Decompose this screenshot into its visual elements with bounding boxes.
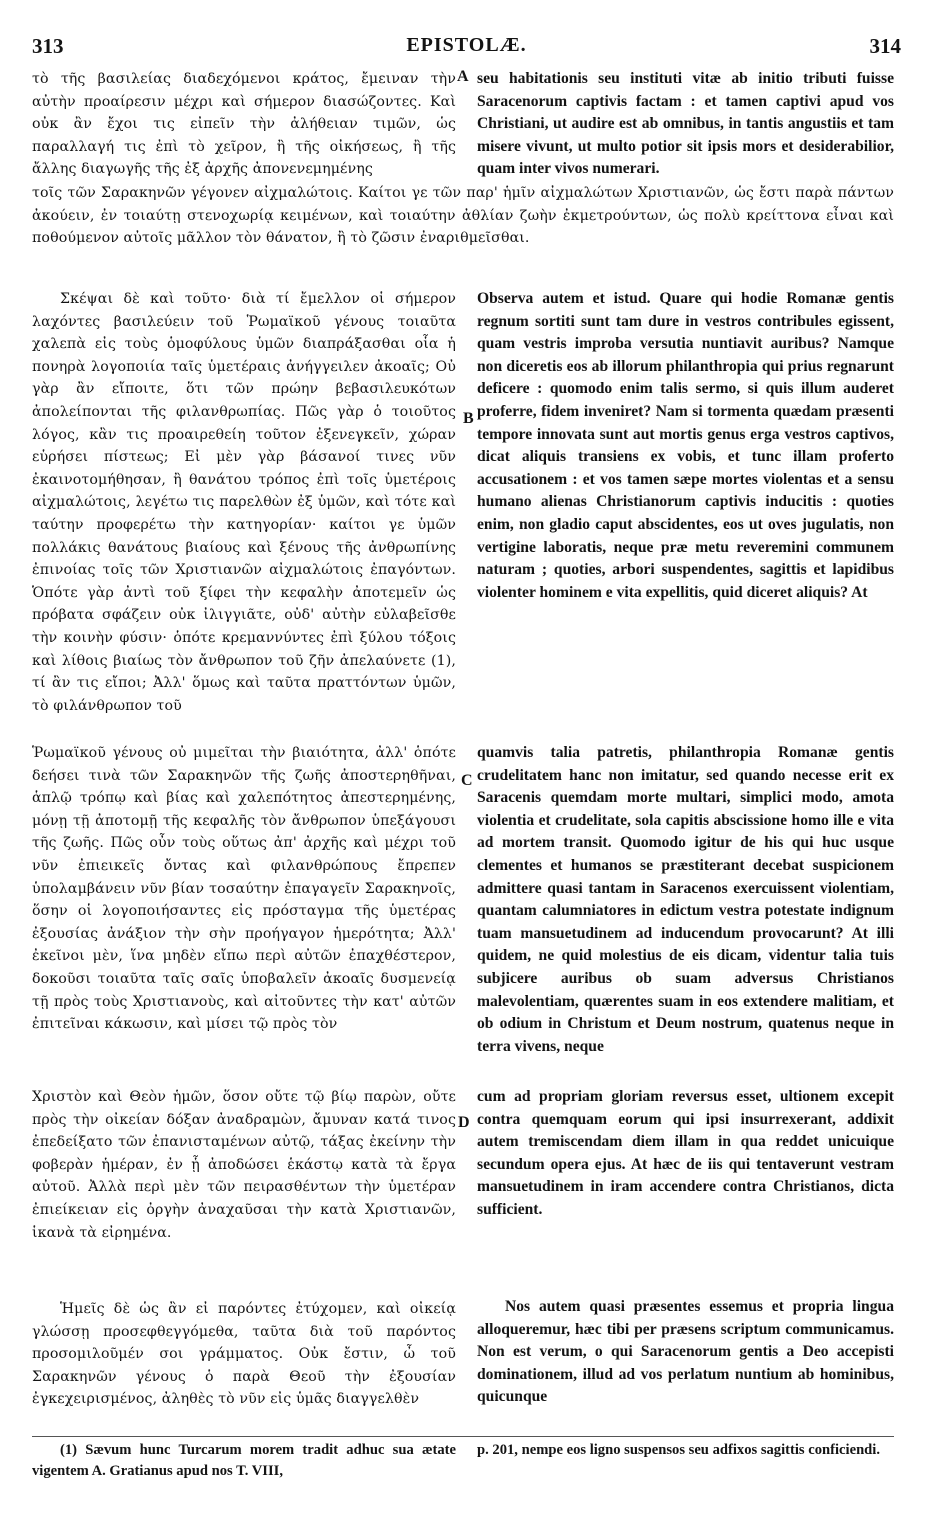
page-number-left: 313 [32,34,64,58]
margin-letter-a: A [457,68,469,85]
latin-text-b: Observa autem et istud. Quare qui hodie Romanæ gentis regnum sortiti sunt tam dure in vestros contribules egissent, quam vestris improba versutia nuntiavit auribus? Namque non diceretis eos ab illorum philanthropia qui prius regnarunt deficere : quomodo enim talis sermo, si quis illum auderet proferre, fidem inveniret? Nam si tormenta quædam præsenti tempore innovata sunt aut mortis genus erga vestros captivos, dicat aliquis transiens ex vobis, et tunc illam proferto accusationem : et vos tamen sæpe mortes violentas et a sensu humano alienas Christianorum captivis inducitis : quoties enim, non gladio caput abscidentes, eos ut oves jugulatis, non vertigine laboratis, neque præ metu reveremini communem naturam ; quoties, arbori suspendentes, sagittis et lapidibus violenter hominem e vita expellitis, quid diceret aliquis? At [477,290,894,601]
margin-letter-b: B [463,410,474,427]
latin-text-c: quamvis talia patretis, philanthropia Romanæ gentis crudelitatem hanc non imitatur, sed quando necesse erit ex Saracenis quemdam morte multari, simplici modo, amota violentia et crudelitate, sola capitis abscissione homo ille e vita ad mortem transit. Quomodo igitur de his qui huc usque clementes et humanos se præstiterant decebat suspicionem admittere quasi tantam in Saracenos exercuissent violentiam, quantam calumniatores in edictum vestra potestate indignum tuam mansuetudinem ad inducendum provocarunt? At illi quidem, ne quid molestius de eis dicam, videntur talia tuis subjicere auribus ob suam adversus Christianos malevolentiam, quærentes suam in eos extendere malitiam, et ob odium in Christum et Deum nostrum, quatenus neque in terra vivens, neque [477,744,894,1055]
page-header [32,34,901,64]
margin-letter-d: D [458,1114,470,1131]
margin-letter-c: C [461,772,473,789]
latin-text-d: cum ad propriam gloriam reversus esset, ultionem excepit contra quemquam eorum qui ipsi insurrexerant, addixit autem tremiscendam diem illam in qua reddet unicuique secundum opera ejus. At hæc de iis qui tentaverunt vestram mansuetudinem in iram accendere contra Christianos, dicta sufficient. [477,1088,894,1218]
latin-text-e: Nos autem quasi præsentes essemus et propria lingua alloqueremur, hæc tibi per præsens scriptum communicamus. Non est verum, o qui Saracenorum gentis a Deo accepisti dominationem, illud ad vos perlatum nuntium ab hominibus, quicunque [477,1298,894,1406]
latin-text-a: seu habitationis seu instituti vitæ ab initio tributi fuisse Saracenorum captivis factam : et tamen captivi apud vos Christiani, ut audire est ab omnibus, in tantis angustiis et tam misere vivunt, ut multo potior sit ipsis mors et desiderabilior, quam inter vivos numerari. [477,70,894,178]
footnote-right: p. 201, nempe eos ligno suspensos seu adfixos sagittis conficiendi. [477,1442,881,1458]
footnote-divider [32,1436,894,1437]
greek-text-a: τὸ τῆς βασιλείας διαδεχόμενοι κράτος, ἔμειναν τὴν αὐτὴν προαίρεσιν μέχρι καὶ σήμερον διασώζοντες. Καὶ οὐκ ἂν ἔχοι τις εἰπεῖν τὴν ἀλήθειαν τιμῶν, ὡς παραλλαγή τις ἐπὶ τὸ χεῖρον, ἢ τῆς οἰκήσεως, ἢ τῆς ἄλλης διαγωγῆς τῆς ἐξ ἀρχῆς ἀπονενεμημένης [32,71,456,178]
greek-text-e: Ἡμεῖς δὲ ὡς ἂν εἰ παρόντες ἐτύχομεν, καὶ οἰκείᾳ γλώσσῃ προσεφθεγγόμεθα, ταῦτα διὰ τοῦ παρόντος προσομιλοῦμέν σοι γράμματος. Οὐκ ἔστιν, ὦ τοῦ Σαρακηνῶν γένους ὁ παρὰ Θεοῦ τὴν ἐξουσίαν ἐγκεχειρισμένος, ἀληθὲς τὸ νῦν εἰς ὑμᾶς διαγγελθὲν [32,1301,456,1408]
page-number-right: 314 [869,34,901,58]
running-title: EPISTOLÆ. [406,34,527,56]
greek-text-d: Χριστὸν καὶ Θεὸν ἡμῶν, ὅσον οὔτε τῷ βίῳ παρὼν, οὔτε πρὸς τὴν οἰκείαν δόξαν ἀναδραμὼν, ἄμυναν κατά τινος ἐπεδείξατο τῶν ἐπανισταμένων αὐτῷ, τάξας ἐκείνην τὴν φοβερὰν ἡμέραν, ἐν ᾗ ἀποδώσει ἑκάστῳ κατὰ τὰ ἔργα αὐτοῦ. Ἀλλὰ περὶ μὲν τῶν πειρασθέντων τὴν ὑμετέραν ἐπιείκειαν εἰς ὀργὴν ἀναχαῦσαι τὴν κατὰ Χριστιανῶν, ἱκανὰ τὰ εἰρημένα. [32,1089,456,1241]
greek-text-b: Σκέψαι δὲ καὶ τοῦτο· διὰ τί ἔμελλον οἱ σήμερον λαχόντες βασιλεύειν τοῦ Ῥωμαϊκοῦ γένους τοιαῦτα χαλεπὰ εἰς τοὺς ὁμοφύλους ὑμῶν διαπράξασθαι οἷα ἡ πονηρὰ λογοποιία ταῖς ὑμετέραις ἀνήγγειλεν ἀκοαῖς; Οὐ γὰρ ἂν εἴποιτε, ὅτι τῶν πρώην βεβασιλευκότων ἀπολείπονται τῆς φιλανθρωπίας. Πῶς γὰρ ὁ τοιοῦτος λόγος, κἂν τις προαιρεθείη τοῦτον ἐξενεγκεῖν, χώραν εὑρήσει πίστεως; Εἰ μὲν γὰρ βάσανοί τινες νῦν ἐκαινοτομήθησαν, ἢ θανάτου τρόπος ἐπὶ τοῖς ὑμετέροις αἰχμαλώτοις, λεγέτω τις παρελθὼν ἐξ ὑμῶν, καὶ τότε καὶ ταύτην προφερέτω τὴν κατηγορίαν· καίτοι γε ὑμῶν πολλάκις θανάτους βιαίους καὶ ξένους τῆς ἀνθρωπίνης ἐπινοίας τοῖς τῶν Χριστιανῶν αἰχμαλώτοις ἐπαγόντων. Ὁπότε γὰρ ἀντὶ τοῦ ξίφει τὴν κεφαλὴν ἀποτεμεῖν ὡς πρόβατα σφάζειν οὐκ ἰλιγγιᾶτε, οὐδ' αὐτὴν εὐλαβεῖσθε τὴν κοινὴν φύσιν· ὁπότε κρεμαννύντες ἐπὶ ξύλου τόξοις καὶ λίθοις βιαίως τὸν ἄνθρωπον τοῦ ζῆν ἀπελαύνετε (1), τί ἂν τις εἴποι; Ἀλλ' ὅμως καὶ ταῦτα πραττόντων ὑμῶν, τὸ φιλάνθρωπον τοῦ [32,291,456,714]
greek-text-a-wide: τοῖς τῶν Σαρακηνῶν γέγονεν αἰχμαλώτοις. Καίτοι γε τῶν παρ' ἡμῖν αἰχμαλώτων Χριστιανῶν, ὡς ἔστι παρὰ πάντων ἀκούειν, ἐν τοιαύτῃ στενοχωρίᾳ κειμένων, καὶ τοιαύτην ἀθλίαν ζωὴν ἐκμετρούντων, ὡς πολὺ κρείττονα εἶναι καὶ ποθούμενον αὐτοῖς μᾶλλον τὸν θάνατον, ἢ τὸ ζῶσιν ἐναριθμεῖσθαι. [32,185,894,247]
footnote-left: (1) Sævum hunc Turcarum morem tradit adhuc sua ætate vigentem A. Gratianus apud nos T. VIII, [32,1442,456,1479]
greek-text-c: Ῥωμαϊκοῦ γένους οὐ μιμεῖται τὴν βιαιότητα, ἀλλ' ὁπότε δεήσει τινὰ τῶν Σαρακηνῶν τῆς ζωῆς ἀποστερηθῆναι, ἁπλῷ τρόπῳ καὶ βίας καὶ χαλεπότητος ἀπεστερημένης, μόνῃ τῇ ἀποτομῇ τῆς κεφαλῆς τὸν ἄνθρωπον ὑπεξάγουσι τῆς ζωῆς. Πῶς οὖν τοὺς οὕτως ἀπ' ἀρχῆς καὶ μέχρι τοῦ νῦν ἐπιεικεῖς ὄντας καὶ φιλανθρώπους ἔπρεπεν ὑπολαμβάνειν νῦν βίαν τοσαύτην ἐπαγαγεῖν Σαρακηνοῖς, ὅσην οἱ λογοποιήσαντες εἰς πρόσταγμα τῆς ὑμετέρας ἐξουσίας ἀνάξιον τὴν σὴν προήγαγον ἡμερότητα; Ἀλλ' ἐκεῖνοι μὲν, ἵνα μηδὲν εἴπω περὶ αὐτῶν ἐπαχθέστερον, δοκοῦσι τοιαῦτα ταῖς σαῖς ὑποβαλεῖν ἀκοαῖς δυσμενείᾳ τῇ πρὸς τοὺς Χριστιανοὺς, καὶ αἰτοῦντες τὴν κατ' αὐτῶν ἐπιτεῖναι κάκωσιν, καὶ μίσει τῷ πρὸς τὸν [32,745,456,1033]
